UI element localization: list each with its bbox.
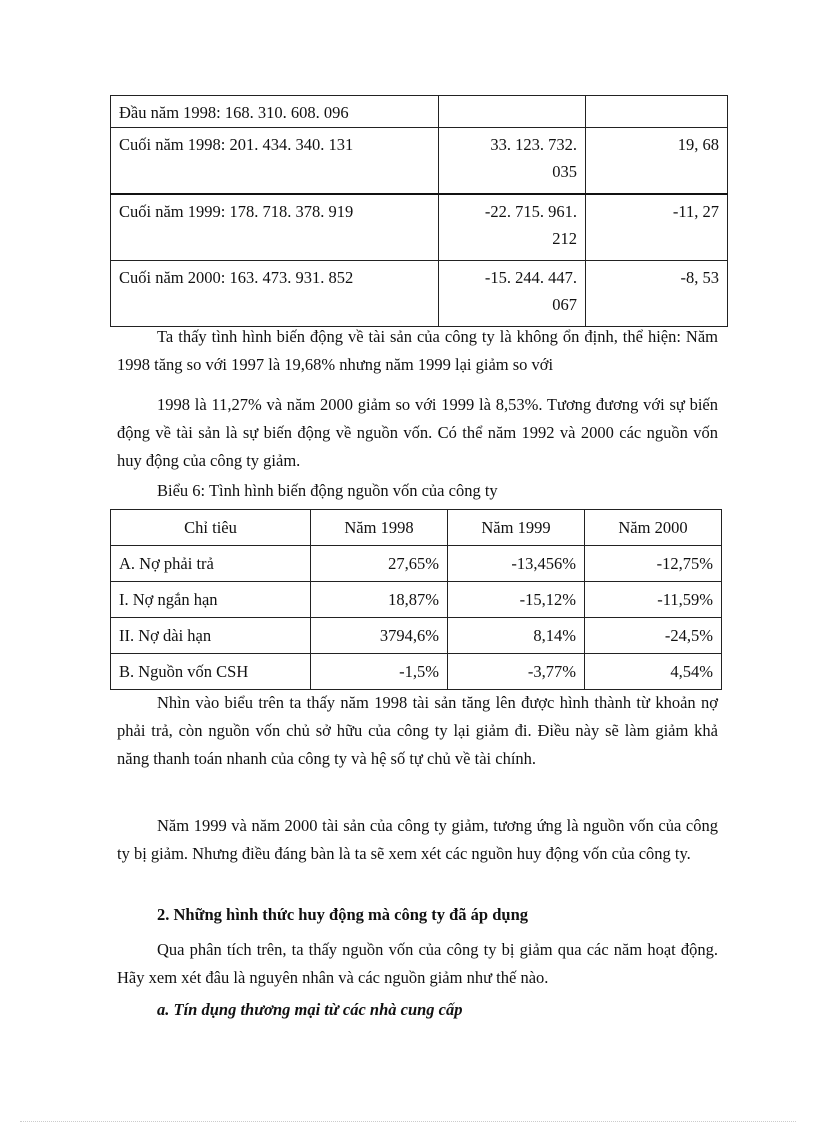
table-header-row xyxy=(111,510,722,546)
asset-label-cell: Cuối năm 1998: 201. 434. 340. 131 xyxy=(111,128,439,195)
table-row xyxy=(111,654,722,690)
row-label: I. Nợ ngắn hạn xyxy=(111,582,311,618)
value-cell: 18,87% xyxy=(311,582,448,618)
asset-label-cell: Đầu năm 1998: 168. 310. 608. 096 xyxy=(111,96,439,128)
value-cell: -11,59% xyxy=(585,582,722,618)
table-row xyxy=(111,546,722,582)
table-row xyxy=(111,96,728,128)
value-cell: -24,5% xyxy=(585,618,722,654)
table-row xyxy=(111,582,722,618)
column-header: Chỉ tiêu xyxy=(111,510,311,546)
paragraph-1999-2000-analysis: Năm 1999 và năm 2000 tài sản của công ty giảm, tương ứng là nguồn vốn của công ty bị giảm. Nhưng điều đáng bàn là ta sẽ xem xét các nguồn huy động vốn của công ty. xyxy=(117,816,718,863)
change-line-1: -22. 715. 961. xyxy=(484,202,577,221)
change-line-2: 035 xyxy=(552,162,577,181)
value-cell: 4,54% xyxy=(585,654,722,690)
value-cell: 27,65% xyxy=(311,546,448,582)
column-header: Năm 1999 xyxy=(448,510,585,546)
change-cell xyxy=(439,261,586,327)
paragraph-1998-analysis: Nhìn vào biểu trên ta thấy năm 1998 tài sản tăng lên được hình thành từ khoản nợ phải trả, còn nguồn vốn chủ sở hữu của công ty lại giảm đi. Điều này sẽ làm giảm khả năng thanh toán nhanh của công ty và hệ số tự chủ về tài chính. xyxy=(117,693,718,768)
percent-cell: 19, 68 xyxy=(586,128,728,195)
subsection-heading: a. Tín dụng thương mại từ các nhà cung cấp xyxy=(157,1000,463,1019)
value-cell: -3,77% xyxy=(448,654,585,690)
row-label: B. Nguồn vốn CSH xyxy=(111,654,311,690)
paragraph-capital-decline: Qua phân tích trên, ta thấy nguồn vốn của công ty bị giảm qua các năm hoạt động. Hãy xem xét đâu là nguyên nhân và các nguồn giảm như thế nào. xyxy=(117,940,718,987)
asset-label-cell: Cuối năm 1999: 178. 718. 378. 919 xyxy=(111,194,439,261)
asset-change-table xyxy=(110,95,728,327)
percent-cell: -8, 53 xyxy=(586,261,728,327)
value-cell: -1,5% xyxy=(311,654,448,690)
paragraph-asset-comparison: 1998 là 11,27% và năm 2000 giảm so với 1999 là 8,53%. Tương đương với sự biến động về tài sản là sự biến động về nguồn vốn. Có thể năm 1992 và 2000 các nguồn vốn huy động của công ty giảm. xyxy=(117,395,718,470)
change-cell xyxy=(439,194,586,261)
table-row xyxy=(111,618,722,654)
page-bottom-divider xyxy=(20,1121,796,1122)
column-header: Năm 2000 xyxy=(585,510,722,546)
value-cell: 8,14% xyxy=(448,618,585,654)
change-line-2: 212 xyxy=(552,229,577,248)
value-cell: 3794,6% xyxy=(311,618,448,654)
percent-cell xyxy=(586,96,728,128)
row-label: A. Nợ phải trả xyxy=(111,546,311,582)
table-row xyxy=(111,128,728,195)
row-label: II. Nợ dài hạn xyxy=(111,618,311,654)
percent-cell: -11, 27 xyxy=(586,194,728,261)
change-line-1: 33. 123. 732. xyxy=(490,135,577,154)
value-cell: -15,12% xyxy=(448,582,585,618)
change-line-1: -15. 244. 447. xyxy=(484,268,577,287)
table-caption: Biểu 6: Tình hình biến động nguồn vốn của công ty xyxy=(157,481,498,500)
value-cell: -12,75% xyxy=(585,546,722,582)
change-cell xyxy=(439,128,586,195)
table-row xyxy=(111,194,728,261)
change-line-2: 067 xyxy=(552,295,577,314)
value-cell: -13,456% xyxy=(448,546,585,582)
column-header: Năm 1998 xyxy=(311,510,448,546)
table-row xyxy=(111,261,728,327)
paragraph-asset-volatility: Ta thấy tình hình biến động về tài sản của công ty là không ổn định, thể hiện: Năm 1998 tăng so với 1997 là 19,68% nhưng năm 1999 lại giảm so với xyxy=(117,327,718,374)
asset-label-cell: Cuối năm 2000: 163. 473. 931. 852 xyxy=(111,261,439,327)
section-heading: 2. Những hình thức huy động mà công ty đã áp dụng xyxy=(157,905,529,924)
change-cell xyxy=(439,96,586,128)
capital-change-table xyxy=(110,509,722,690)
